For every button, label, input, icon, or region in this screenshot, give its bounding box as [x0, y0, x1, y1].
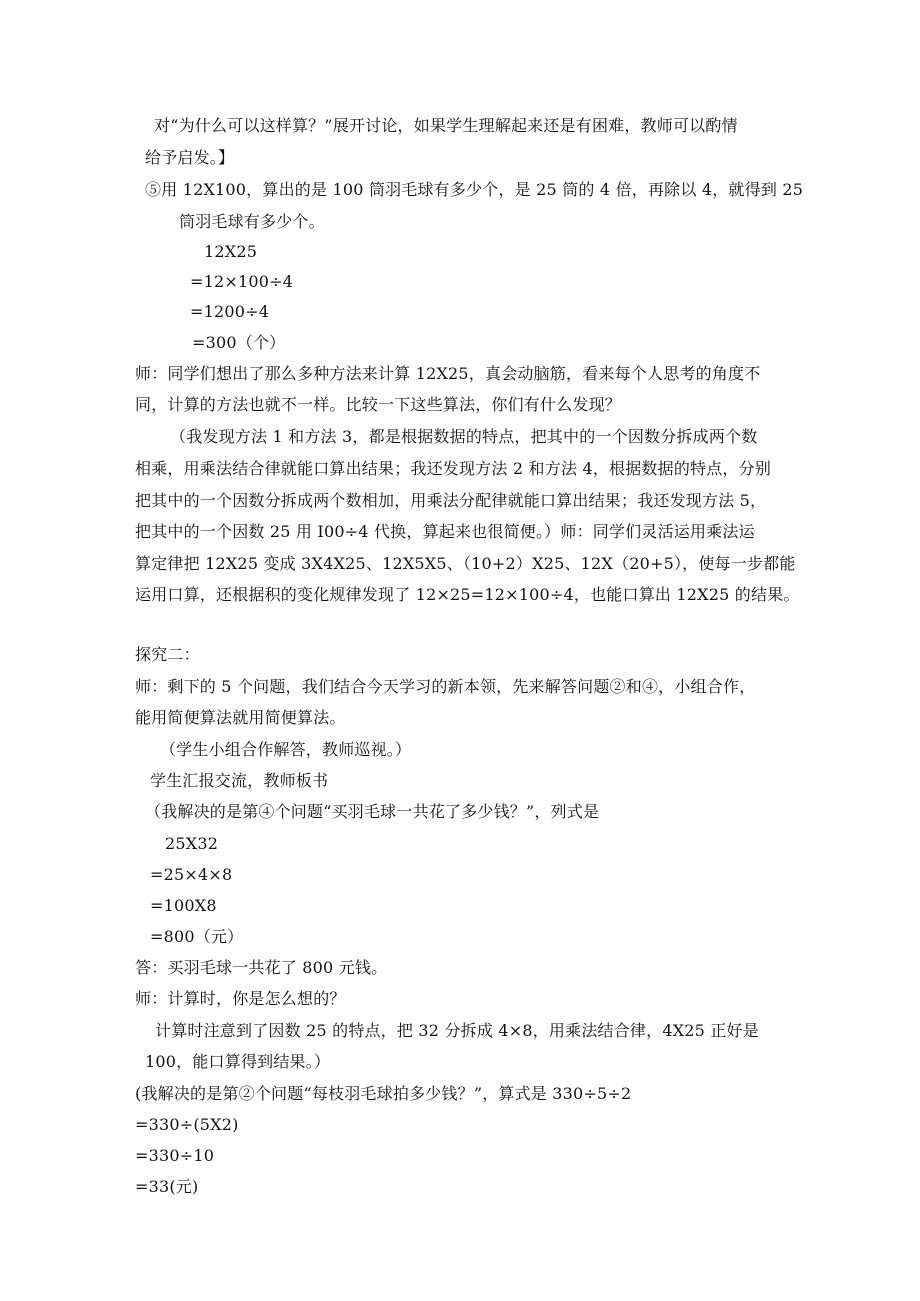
text-line: 运用口算，还根据积的变化规律发现了 12×25=12×100÷4，也能口算出 12X25 的结果。 [135, 585, 800, 604]
formula-line: =330÷(5X2) [135, 1115, 239, 1134]
formula-line: 12X25 [204, 242, 258, 261]
text-line: 给予启发。】 [145, 148, 235, 167]
text-line: 师：同学们想出了那么多种方法来计算 12X25，真会动脑筋，看来每个人思考的角度不 [135, 364, 761, 383]
text-line: 师：剩下的 5 个问题，我们结合今天学习的新本领，先来解答问题②和④，小组合作， [135, 677, 756, 696]
text-line: 100，能口算得到结果。） [145, 1052, 331, 1071]
text-line: 计算时注意到了因数 25 的特点，把 32 分拆成 4×8，用乘法结合律，4X25 正好是 [155, 1021, 759, 1040]
text-line: （学生小组合作解答，教师巡视。） [160, 740, 412, 759]
text-line: (我解决的是第②个问题“每枝羽毛球拍多少钱？”，算式是 330÷5÷2 [135, 1084, 632, 1103]
formula-line: =300（个） [192, 333, 286, 352]
formula-line: =800（元） [150, 927, 244, 946]
text-line: 把其中的一个因数 25 用 I00÷4 代换，算起来也很简便。）师：同学们灵活运用乘法运 [135, 522, 755, 541]
text-line: （我发现方法 1 和方法 3，都是根据数据的特点，把其中的一个因数分拆成两个数 [170, 427, 758, 446]
formula-line: 25X32 [165, 834, 219, 853]
formula-line: =330÷10 [135, 1146, 215, 1165]
text-line: 相乘，用乘法结合律就能口算出结果；我还发现方法 2 和方法 4，根据数据的特点，分别 [135, 459, 772, 478]
text-line: ⑤用 12X100，算出的是 100 筒羽毛球有多少个，是 25 筒的 4 倍，再除以 4，就得到 25 [145, 180, 804, 199]
text-line: 算定律把 12X25 变成 3X4X25、12X5X5、（10+2）X25、12X（20+5），使每一步都能 [135, 554, 796, 573]
text-line: 学生汇报交流，教师板书 [150, 771, 329, 790]
text-line: 把其中的一个因数分拆成两个数相加，用乘法分配律就能口算出结果；我还发现方法 5， [135, 491, 767, 510]
text-line: 能用简便算法就用简便算法。 [135, 708, 346, 727]
text-line: 答：买羽毛球一共花了 800 元钱。 [135, 958, 388, 977]
section-heading: 探究二： [135, 645, 200, 664]
formula-line: =1200÷4 [190, 302, 270, 321]
formula-line: =12×100÷4 [190, 272, 294, 291]
text-line: 筒羽毛球有多少个。 [179, 212, 325, 231]
text-line: 同，计算的方法也就不一样。比较一下这些算法，你们有什么发现？ [135, 395, 622, 414]
formula-line: =100X8 [150, 896, 217, 915]
formula-line: =25×4×8 [150, 865, 233, 884]
text-line: （我解决的是第④个问题“买羽毛球一共花了多少钱？”，列式是 [145, 802, 600, 821]
formula-line: =33(元) [135, 1177, 199, 1196]
text-line: 对“为什么可以这样算？”展开讨论，如果学生理解起来还是有困难，教师可以酌情 [154, 116, 738, 135]
text-line: 师：计算时，你是怎么想的？ [135, 989, 346, 1008]
